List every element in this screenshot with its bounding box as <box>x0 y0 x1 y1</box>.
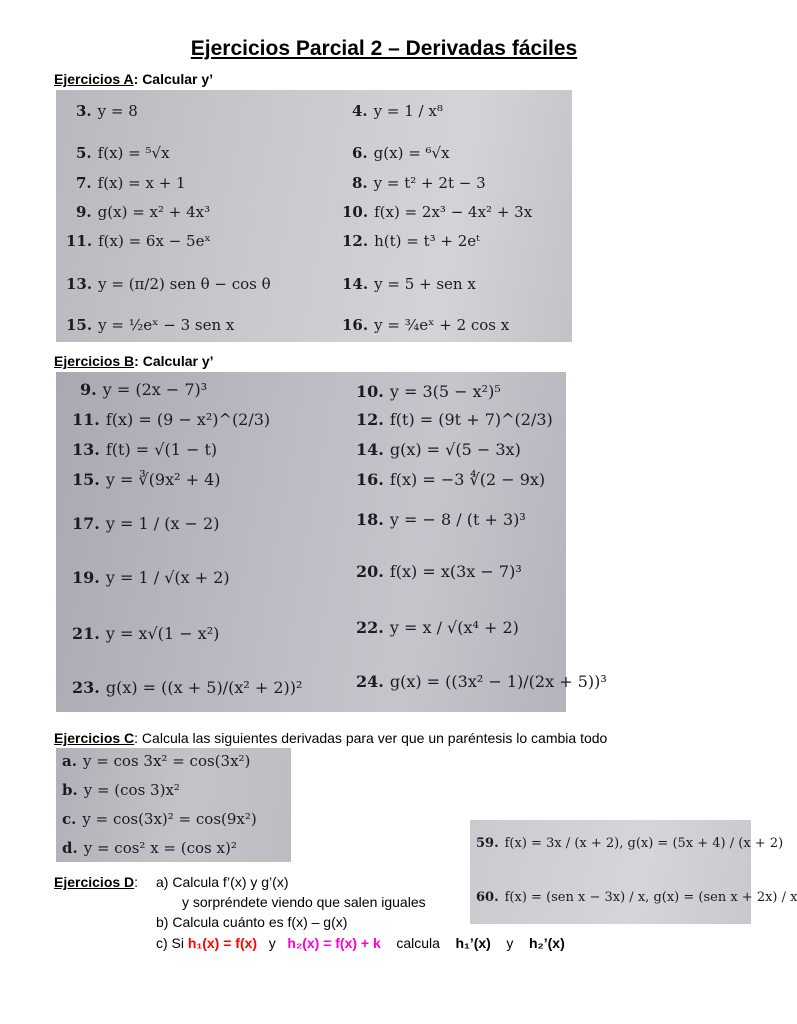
exercise-item: 16. f(x) = −3 ∜(2 − 9x) <box>356 470 546 489</box>
exercise-photo-b <box>56 372 607 712</box>
exercise-item: 59. f(x) = 3x / (x + 2), g(x) = (5x + 4) / (x + 2) <box>476 836 784 851</box>
exercise-item: 22. y = x / √(x⁴ + 2) <box>356 618 519 637</box>
exercise-photo-d <box>470 820 797 924</box>
exercise-item: 11. f(x) = 6x − 5eˣ <box>66 232 211 250</box>
section-b-heading <box>54 353 214 369</box>
section-c-instruction: : Calcula las siguientes derivadas para ver que un paréntesis lo cambia todo <box>134 730 608 746</box>
exercise-item: 11. f(x) = (9 − x²)^(2/3) <box>72 410 271 429</box>
exercise-item: 6. g(x) = ⁶√x <box>352 144 450 162</box>
exercise-photo-a <box>56 90 572 342</box>
exercise-item: 14. g(x) = √(5 − 3x) <box>356 440 521 459</box>
exercise-item: 60. f(x) = (sen x − 3x) / x, g(x) = (sen x + 2x) / x <box>476 890 797 905</box>
exercise-item: 12. h(t) = t³ + 2eᵗ <box>342 232 480 250</box>
exercise-item: 18. y = − 8 / (t + 3)³ <box>356 510 526 529</box>
section-d-heading: Ejercicios D: <box>54 874 139 890</box>
exercise-photo-c <box>56 748 291 862</box>
exercise-item: d. y = cos² x = (cos x)² <box>62 839 237 857</box>
exercise-item: 19. y = 1 / √(x + 2) <box>72 568 230 587</box>
exercise-item: 9. g(x) = x² + 4x³ <box>76 203 211 221</box>
section-b-label: Ejercicios B <box>54 353 135 369</box>
h2-definition: h₂(x) = f(x) + k <box>287 935 381 951</box>
section-d-line-a: a) Calcula f’(x) y g’(x) <box>156 874 289 890</box>
section-d-line-a2: y sorpréndete viendo que salen iguales <box>182 894 426 910</box>
exercise-item: 24. g(x) = ((3x² − 1)/(2x + 5))³ <box>356 672 607 691</box>
exercise-item: 17. y = 1 / (x − 2) <box>72 514 220 533</box>
exercise-item: 20. f(x) = x(3x − 7)³ <box>356 562 522 581</box>
page-title: Ejercicios Parcial 2 – Derivadas fáciles <box>190 37 578 60</box>
h1-derivative: h₁’(x) <box>455 935 491 951</box>
exercise-item: 4. y = 1 / x⁸ <box>352 102 443 120</box>
section-d-label: Ejercicios D <box>54 874 135 890</box>
exercise-item: 12. f(t) = (9t + 7)^(2/3) <box>356 410 553 429</box>
exercise-item: 13. y = (π/2) sen θ − cos θ <box>66 275 271 293</box>
exercise-item: 10. y = 3(5 − x²)⁵ <box>356 382 501 401</box>
exercise-item: 10. f(x) = 2x³ − 4x² + 3x <box>342 203 533 221</box>
exercise-item: 15. y = ½eˣ − 3 sen x <box>66 316 235 334</box>
section-b-instruction: : Calcular y’ <box>134 353 214 369</box>
section-a-label: Ejercicios A <box>54 71 134 87</box>
section-d-line-b: b) Calcula cuánto es f(x) – g(x) <box>156 914 348 930</box>
exercise-item: a. y = cos 3x² = cos(3x²) <box>62 752 251 770</box>
exercise-item: 7. f(x) = x + 1 <box>76 174 186 192</box>
exercise-item: 3. y = 8 <box>76 102 138 120</box>
section-c-heading <box>54 730 607 746</box>
exercise-item: 5. f(x) = ⁵√x <box>76 144 170 162</box>
exercise-item: 16. y = ¾eˣ + 2 cos x <box>342 316 510 334</box>
section-a-heading <box>54 71 213 87</box>
h2-derivative: h₂’(x) <box>528 935 565 951</box>
exercise-item: 13. f(t) = √(1 − t) <box>72 440 218 459</box>
exercise-item: 9. y = (2x − 7)³ <box>80 380 208 399</box>
exercise-item: b. y = (cos 3)x² <box>62 781 180 799</box>
section-d-line-c: c) Si h₁(x) = f(x) y h₂(x) = f(x) + k calcula h₁’(x) y h₂’(x) <box>156 935 565 951</box>
exercise-item: 14. y = 5 + sen x <box>342 275 476 293</box>
exercise-item: c. y = cos(3x)² = cos(9x²) <box>62 810 257 828</box>
section-c-label: Ejercicios C <box>54 730 135 746</box>
section-a-instruction: : Calcular y’ <box>133 71 214 87</box>
exercise-item: 21. y = x√(1 − x²) <box>72 624 220 643</box>
exercise-item: 8. y = t² + 2t − 3 <box>352 174 486 192</box>
exercise-item: 23. g(x) = ((x + 5)/(x² + 2))² <box>72 678 303 697</box>
exercise-item: 15. y = ∛(9x² + 4) <box>72 470 221 489</box>
h1-definition: h₁(x) = f(x) <box>187 935 258 951</box>
